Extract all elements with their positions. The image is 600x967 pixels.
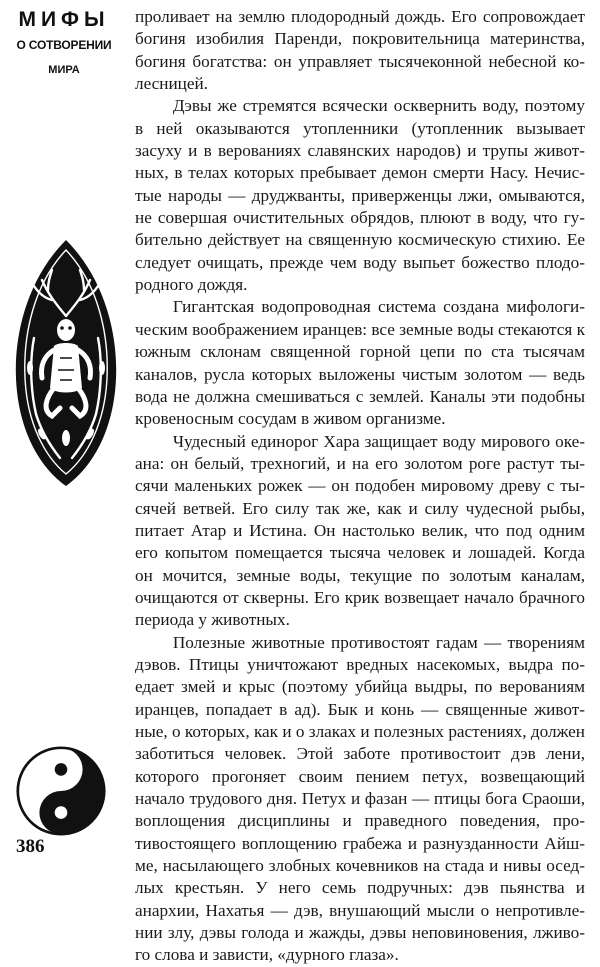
running-subtitle: О СОТВОРЕНИИ	[16, 38, 112, 52]
page-number: 386	[16, 836, 45, 857]
running-subtitle-2: МИРА	[48, 64, 80, 76]
paragraph: Дэвы же стремятся всячески осквернить воду, поэтому в ней оказываются утопленники (утопленник вызывает засуху и в верованиях славянских народов) и трупы животных, в телах которых пребывает демон смерти Насу. Нечистые народы — друджванты, приверженцы лжи, омываются, не совершая очистительных обрядов, плюют в воду, что губительно действует на священную космическую стихию. Ее следует очищать, прежде чем воду выпьет божество плодородного дождя.	[135, 96, 585, 295]
paragraph: Гигантская водопроводная система создана мифологическим воображением иранцев: все земные воды стекаются к южным склонам священной горной цепи по ста тысячам каналов, русла которых выложены чистым золотом — ведь вода не должна смешиваться с землей. Каналы эти подобны кровеносным сосудам в живом организме.	[135, 297, 585, 429]
horned-deity-medallion-icon	[12, 238, 120, 488]
paragraph: проливает на землю плодородный дождь. Его сопровождает богиня изобилия Паренди, покровительница материнства, богиня богатства: он управляет тысячеконной небесной колесницей.	[135, 7, 585, 94]
main-text	[135, 6, 585, 967]
yin-yang-icon	[16, 746, 106, 836]
paragraph: Чудесный единорог Хара защищает воду мирового океана: он белый, трехногий, и на его золотом роге растут тысячи маленьких рожек — он подобен мировому древу с тысячей ветвей. Его силу так же, как и силу чудесной рыбы, питает Атар и Истина. Он настолько велик, что под одним его копытом помещается тысяча человек и лошадей. Когда он мочится, земные воды, текущие по золотым каналам, очищаются от скверны. Его крик возвещает начало брачного периода у животных.	[135, 431, 585, 630]
paragraph: Полезные животные противостоят гадам — творениям дэвов. Птицы уничтожают вредных насекомых, выдра поедает змей и крыс (поэтому убийца выдры, по верованиям иранцев, попадает в ад). Бык и конь — священные животные, о которых, как и о злаках и полезных растениях, должен заботиться человек. Этой заботе противостоит дэв лени, которого прогоняет своим пением петух, возвещающий начало трудового дня. Петух и фазан — птицы бога Сраоши, воплощения дисциплины и праведного поведения, противостоящего воплощению грабежа и разнузданности Айшме, насылающего злобных кочевников на стада и нивы оседлых крестьян. У него семь подручных: дэв пьянства и анархии, Нахатья — дэв, внушающий мысли о непротивлении злу, дэвы голода и жажды, дэвы неповиновения, лживого слова и зависти, «дурного глаза».	[135, 632, 585, 965]
running-title: МИФЫ	[18, 8, 110, 31]
